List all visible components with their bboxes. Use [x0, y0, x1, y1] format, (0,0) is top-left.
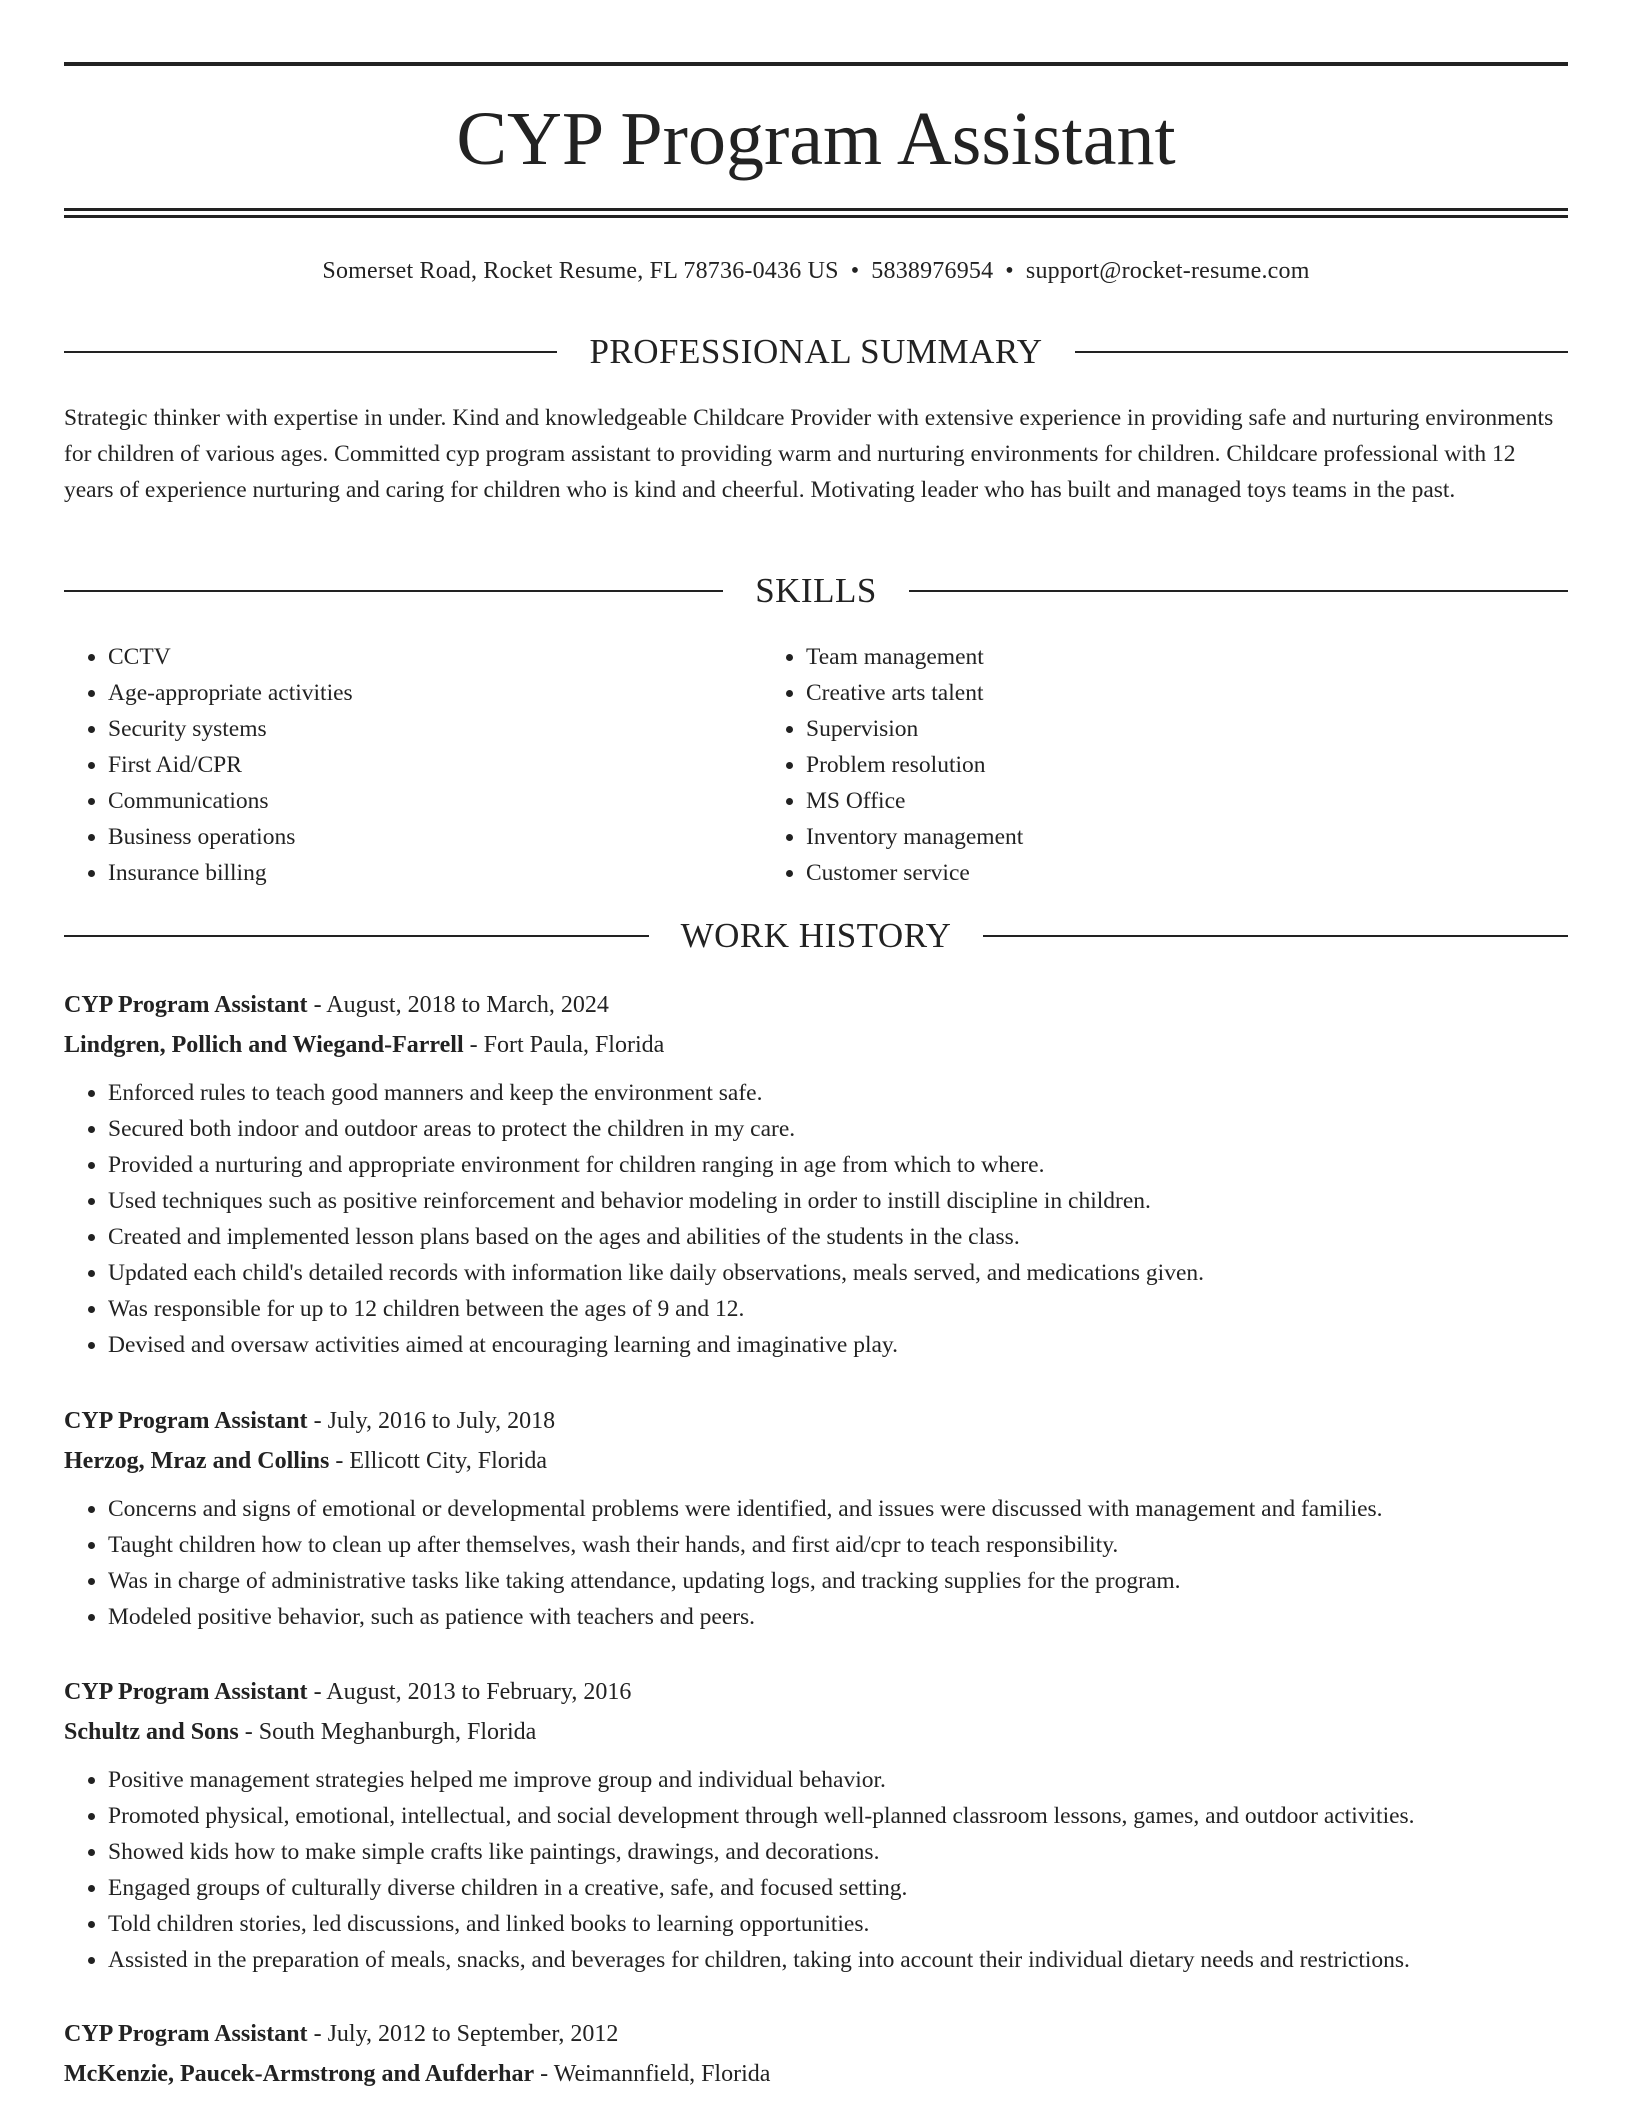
- summary-text: Strategic thinker with expertise in under. Kind and knowledgeable Childcare Provider with extensive experience in providing safe and nurturing environments for children of various ages. Committed cyp program assistant to providing warm and nurturing environments for children. Childcare professional with 12 years of experience nurturing and caring for children who is kind and cheerful. Motivating leader who has built and managed toys teams in the past.: [64, 405, 1554, 503]
- job-company-line: Lindgren, Pollich and Wiegand-Farrell - Fort Paula, Florida: [64, 1032, 665, 1058]
- job-bullet: • Concerns and signs of emotional or developmental problems were identified, and issues were discussed with management and families.: [108, 1491, 1568, 1527]
- skill-item: • Security systems: [108, 711, 762, 747]
- job-title-line: CYP Program Assistant - August, 2018 to March, 2024: [64, 992, 609, 1018]
- skill-item: • Team management: [806, 639, 1023, 675]
- skill-item: • Insurance billing: [108, 855, 762, 891]
- section-header-skills: [64, 569, 1568, 613]
- contact-email[interactable]: support@rocket-resume.com: [1025, 258, 1310, 284]
- job-bullet: • Provided a nurturing and appropriate environment for children ranging in age from which to where.: [108, 1147, 1568, 1183]
- job-bullet: • Modeled positive behavior, such as patience with teachers and peers.: [108, 1599, 1568, 1635]
- job-location: Ellicott City, Florida: [349, 1448, 548, 1474]
- section-rule: [64, 935, 649, 937]
- skills-column-left: [64, 639, 762, 891]
- job-entry: [64, 1672, 1568, 1978]
- contact-address: Somerset Road, Rocket Resume, FL 78736-0436 US: [322, 258, 839, 284]
- job-bullet: • Was in charge of administrative tasks like taking attendance, updating logs, and tracking supplies for the program.: [108, 1563, 1568, 1599]
- job-bullet: • Showed kids how to make simple crafts like paintings, drawings, and decorations.: [108, 1834, 1568, 1870]
- job-company: Herzog, Mraz and Collins: [64, 1448, 330, 1474]
- job-dates: July, 2016 to July, 2018: [327, 1408, 556, 1434]
- job-bullets: [64, 1762, 1568, 1978]
- skill-item: • Age-appropriate activities: [108, 675, 762, 711]
- job-bullet: • Used techniques such as positive reinforcement and behavior modeling in order to instill discipline in children.: [108, 1183, 1568, 1219]
- job-role: CYP Program Assistant: [64, 1408, 308, 1434]
- job-dates: August, 2013 to February, 2016: [326, 1679, 632, 1705]
- job-location: South Meghanburgh, Florida: [258, 1719, 537, 1745]
- skill-item: • CCTV: [108, 639, 762, 675]
- resume-name: CYP Program Assistant: [456, 97, 1176, 181]
- contact-line: [64, 254, 1568, 288]
- section-rule: [64, 351, 557, 353]
- job-title-line: CYP Program Assistant - August, 2013 to February, 2016: [64, 1679, 632, 1705]
- section-rule: [909, 590, 1568, 592]
- skill-item: • Communications: [108, 783, 762, 819]
- section-title: SKILLS: [755, 571, 877, 610]
- section-title: WORK HISTORY: [680, 916, 952, 955]
- job-company-line: Herzog, Mraz and Collins - Ellicott City, Florida: [64, 1448, 548, 1474]
- job-bullet: • Created and implemented lesson plans based on the ages and abilities of the students in the class.: [108, 1219, 1568, 1255]
- section-rule: [64, 590, 723, 592]
- job-company: Lindgren, Pollich and Wiegand-Farrell: [64, 1032, 464, 1058]
- header-rule: [64, 208, 1568, 211]
- section-rule: [983, 935, 1568, 937]
- job-role: CYP Program Assistant: [64, 992, 308, 1018]
- header-rule: [64, 215, 1568, 218]
- bullet-separator: •: [1005, 258, 1014, 284]
- skill-item: • Customer service: [806, 855, 1023, 891]
- job-company: McKenzie, Paucek-Armstrong and Aufderhar: [64, 2061, 535, 2087]
- job-role: CYP Program Assistant: [64, 2021, 308, 2047]
- job-title-line: CYP Program Assistant - July, 2016 to July, 2018: [64, 1408, 556, 1434]
- job-bullet: • Positive management strategies helped me improve group and individual behavior.: [108, 1762, 1568, 1798]
- job-company-line: McKenzie, Paucek-Armstrong and Aufderhar - Weimannfield, Florida: [64, 2061, 771, 2087]
- skills-list: [64, 639, 1568, 891]
- job-entry: [64, 1401, 1568, 1635]
- job-dates: July, 2012 to September, 2012: [327, 2021, 619, 2047]
- top-rule: [64, 62, 1568, 66]
- job-bullet: • Taught children how to clean up after themselves, wash their hands, and first aid/cpr to teach responsibility.: [108, 1527, 1568, 1563]
- section-title: PROFESSIONAL SUMMARY: [589, 332, 1043, 371]
- job-bullet: • Was responsible for up to 12 children between the ages of 9 and 12.: [108, 1291, 1568, 1327]
- contact-phone: 5838976954: [871, 258, 994, 284]
- job-bullet: • Updated each child's detailed records with information like daily observations, meals served, and medications given.: [108, 1255, 1568, 1291]
- job-bullets: [64, 1491, 1568, 1635]
- job-title-line: CYP Program Assistant - July, 2012 to September, 2012: [64, 2021, 619, 2047]
- skill-item: • Creative arts talent: [806, 675, 1023, 711]
- skill-item: • Problem resolution: [806, 747, 1023, 783]
- job-company-line: Schultz and Sons - South Meghanburgh, Florida: [64, 1719, 537, 1745]
- job-dates: August, 2018 to March, 2024: [326, 992, 609, 1018]
- job-bullet: • Engaged groups of culturally diverse children in a creative, safe, and focused setting.: [108, 1870, 1568, 1906]
- skills-column-right: [762, 639, 1023, 891]
- section-rule: [1075, 351, 1568, 353]
- job-location: Weimannfield, Florida: [553, 2061, 771, 2087]
- job-bullet: • Devised and oversaw activities aimed at encouraging learning and imaginative play.: [108, 1327, 1568, 1363]
- skill-item: • Business operations: [108, 819, 762, 855]
- job-bullet: • Told children stories, led discussions, and linked books to learning opportunities.: [108, 1906, 1568, 1942]
- job-bullet: • Secured both indoor and outdoor areas to protect the children in my care.: [108, 1111, 1568, 1147]
- job-bullets: [64, 1075, 1568, 1363]
- job-bullet: • Enforced rules to teach good manners and keep the environment safe.: [108, 1075, 1568, 1111]
- skill-item: • MS Office: [806, 783, 1023, 819]
- skill-item: • First Aid/CPR: [108, 747, 762, 783]
- job-entry: [64, 2014, 1568, 2094]
- skill-item: • Inventory management: [806, 819, 1023, 855]
- section-header-summary: [64, 330, 1568, 374]
- job-role: CYP Program Assistant: [64, 1679, 308, 1705]
- job-location: Fort Paula, Florida: [483, 1032, 665, 1058]
- skill-item: • Supervision: [806, 711, 1023, 747]
- job-bullet: • Promoted physical, emotional, intellectual, and social development through well-planned classroom lessons, games, and outdoor activities.: [108, 1798, 1568, 1834]
- job-bullet: • Assisted in the preparation of meals, snacks, and beverages for children, taking into account their individual dietary needs and restrictions.: [108, 1942, 1568, 1978]
- job-company: Schultz and Sons: [64, 1719, 239, 1745]
- section-header-work-history: [64, 914, 1568, 958]
- bullet-separator: •: [850, 258, 860, 284]
- job-entry: [64, 985, 1568, 1363]
